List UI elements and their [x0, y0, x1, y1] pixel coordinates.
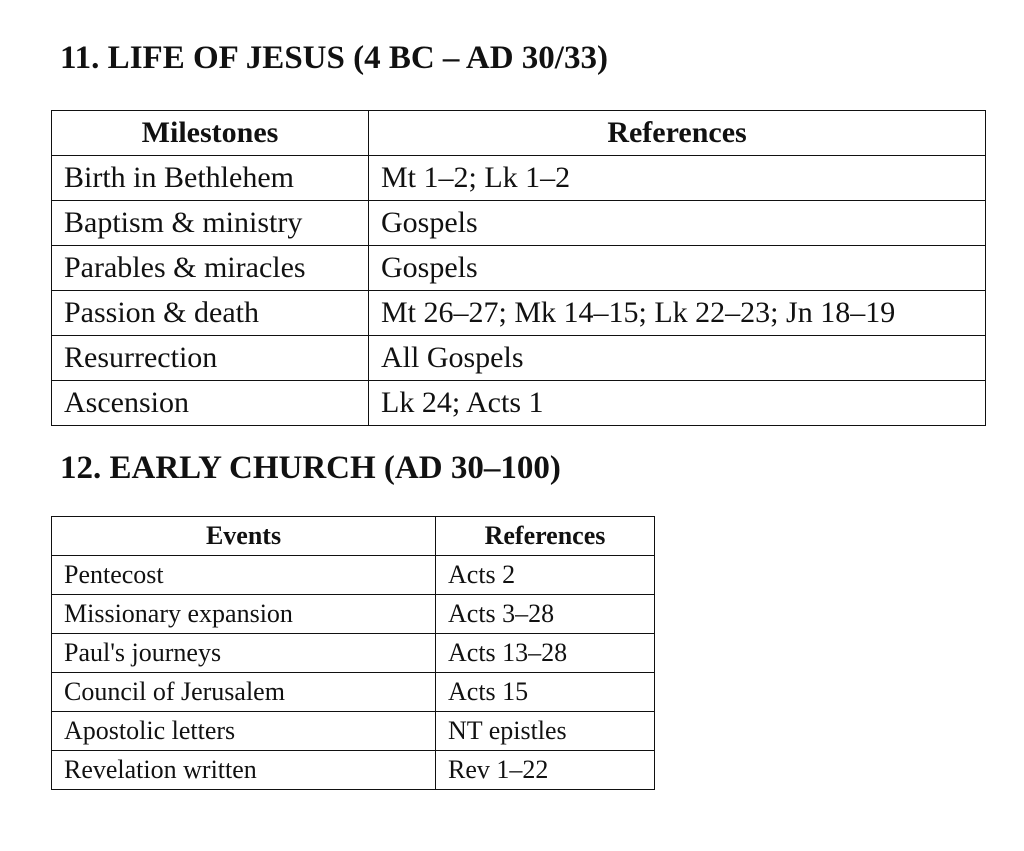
early-church-title: 12. EARLY CHURCH (AD 30–100): [60, 450, 561, 486]
milestone-cell: Parables & miracles: [52, 246, 369, 291]
milestones-column-header: Milestones: [52, 111, 369, 156]
reference-cell: Mt 26–27; Mk 14–15; Lk 22–23; Jn 18–19: [369, 291, 986, 336]
table-row: [52, 556, 655, 595]
milestone-cell: Passion & death: [52, 291, 369, 336]
event-cell: Missionary expansion: [52, 595, 436, 634]
reference-cell: NT epistles: [436, 712, 655, 751]
table-row: [52, 246, 986, 291]
life-of-jesus-title: 11. LIFE OF JESUS (4 BC – AD 30/33): [60, 40, 608, 76]
reference-cell: All Gospels: [369, 336, 986, 381]
table-header-row: [52, 517, 655, 556]
table-row: [52, 673, 655, 712]
table-row: [52, 201, 986, 246]
event-cell: Apostolic letters: [52, 712, 436, 751]
table-row: [52, 634, 655, 673]
reference-cell: Gospels: [369, 201, 986, 246]
reference-cell: Acts 13–28: [436, 634, 655, 673]
milestone-cell: Baptism & ministry: [52, 201, 369, 246]
milestone-cell: Resurrection: [52, 336, 369, 381]
event-cell: Pentecost: [52, 556, 436, 595]
life-of-jesus-table: [51, 110, 986, 426]
references-column-header: References: [369, 111, 986, 156]
event-cell: Revelation written: [52, 751, 436, 790]
table-row: [52, 336, 986, 381]
reference-cell: Rev 1–22: [436, 751, 655, 790]
references-column-header: References: [436, 517, 655, 556]
early-church-table: [51, 516, 655, 790]
table-row: [52, 712, 655, 751]
milestone-cell: Birth in Bethlehem: [52, 156, 369, 201]
reference-cell: Acts 2: [436, 556, 655, 595]
table-row: [52, 381, 986, 426]
reference-cell: Gospels: [369, 246, 986, 291]
milestone-cell: Ascension: [52, 381, 369, 426]
table-row: [52, 156, 986, 201]
reference-cell: Acts 15: [436, 673, 655, 712]
events-column-header: Events: [52, 517, 436, 556]
event-cell: Council of Jerusalem: [52, 673, 436, 712]
table-row: [52, 595, 655, 634]
reference-cell: Mt 1–2; Lk 1–2: [369, 156, 986, 201]
table-row: [52, 291, 986, 336]
reference-cell: Acts 3–28: [436, 595, 655, 634]
table-header-row: [52, 111, 986, 156]
event-cell: Paul's journeys: [52, 634, 436, 673]
table-row: [52, 751, 655, 790]
reference-cell: Lk 24; Acts 1: [369, 381, 986, 426]
